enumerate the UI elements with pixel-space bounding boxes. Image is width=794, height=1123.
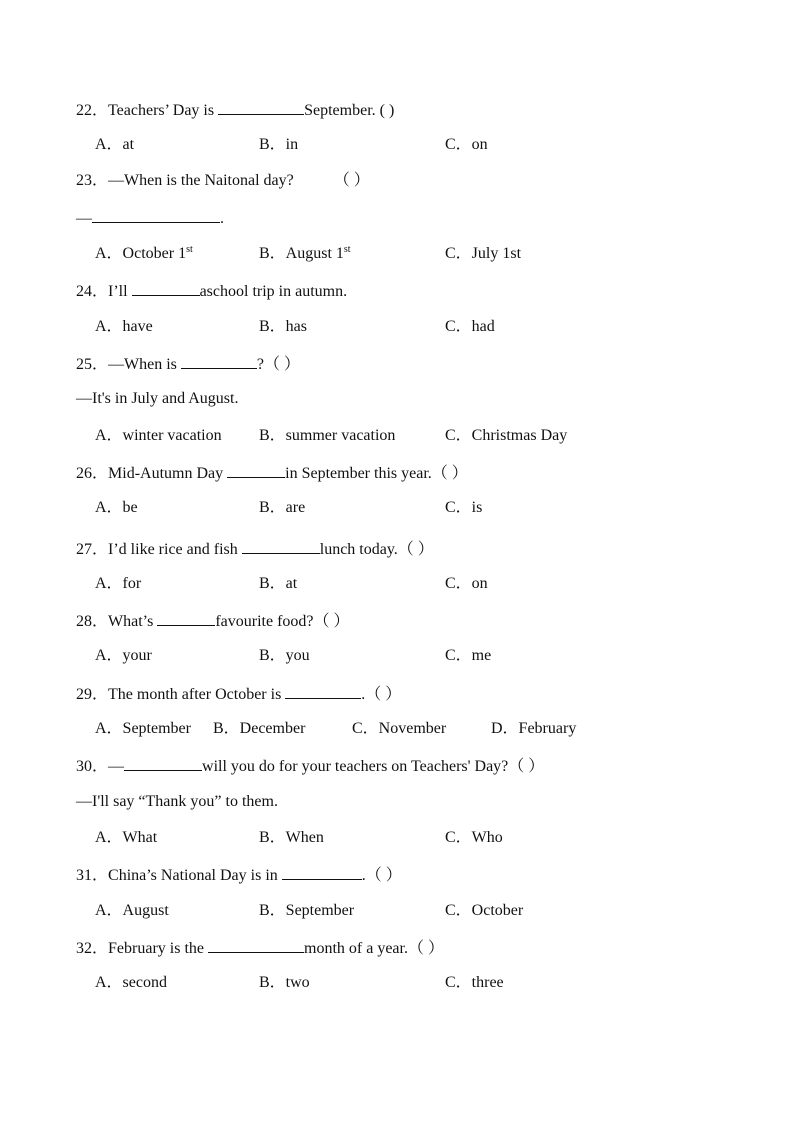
option-b[interactable]: B．two: [259, 974, 310, 991]
answer-blank[interactable]: [227, 462, 285, 478]
question-text: The month after October is: [108, 686, 286, 703]
question-24: [76, 280, 347, 302]
question-text: ?（ ）: [256, 356, 300, 373]
option-a[interactable]: [95, 244, 193, 264]
question-text: aschool trip in autumn.: [199, 283, 348, 300]
option-d[interactable]: D．February: [491, 720, 577, 737]
option-b[interactable]: B．has: [259, 318, 308, 335]
dialogue-dash: —: [108, 758, 125, 775]
option-b[interactable]: B．summer vacation: [259, 427, 396, 444]
option-b[interactable]: B．at: [259, 575, 298, 592]
question-32: [76, 937, 444, 959]
dialogue-dash: —: [76, 210, 92, 227]
question-29: [76, 683, 401, 705]
question-31: [76, 864, 402, 886]
option-c[interactable]: C．November: [352, 720, 447, 737]
answer-blank[interactable]: [218, 99, 304, 115]
option-c[interactable]: C．Christmas Day: [445, 427, 568, 444]
answer-blank[interactable]: [132, 280, 200, 296]
question-number: 30．: [76, 758, 109, 775]
question-text: I’ll: [108, 283, 132, 300]
answer-line-25: —It's in July and August.: [76, 390, 239, 407]
answer-blank[interactable]: [92, 207, 220, 223]
question-text: in September this year.（ ）: [285, 465, 468, 482]
answer-blank[interactable]: [208, 937, 304, 953]
question-number: 26．: [76, 465, 109, 482]
question-number: 24．: [76, 283, 109, 300]
option-c[interactable]: C．October: [445, 902, 524, 919]
option-text: B．August 1: [259, 245, 344, 262]
question-text: I’d like rice and fish: [108, 541, 242, 558]
option-c[interactable]: C．on: [445, 575, 488, 592]
question-26: [76, 462, 468, 484]
option-c[interactable]: C．had: [445, 318, 495, 335]
question-text: .（ ）: [361, 686, 402, 703]
option-c[interactable]: C．July 1st: [445, 245, 522, 262]
question-number: 32．: [76, 940, 109, 957]
option-a[interactable]: A．winter vacation: [95, 427, 222, 444]
option-text: A．October 1: [95, 245, 187, 262]
question-text: —When is: [108, 356, 181, 373]
question-text: China’s National Day is in: [108, 867, 282, 884]
period: .: [220, 210, 224, 227]
question-text: Mid-Autumn Day: [108, 465, 228, 482]
question-number: 28．: [76, 613, 109, 630]
option-a[interactable]: A．second: [95, 974, 167, 991]
option-a[interactable]: A．for: [95, 575, 142, 592]
question-number: 29．: [76, 686, 109, 703]
answer-blank[interactable]: [282, 864, 362, 880]
question-30: [76, 755, 544, 777]
option-c[interactable]: C．is: [445, 499, 483, 516]
option-b[interactable]: B．are: [259, 499, 306, 516]
answer-blank[interactable]: [181, 353, 257, 369]
superscript: st: [343, 244, 351, 255]
question-text: lunch today.（ ）: [319, 541, 434, 558]
question-number: 23．: [76, 172, 109, 189]
question-22: [76, 99, 394, 121]
question-number: 25．: [76, 356, 109, 373]
option-b[interactable]: B．September: [259, 902, 355, 919]
question-text: —When is the Naitonal day?: [108, 172, 294, 189]
option-c[interactable]: C．Who: [445, 829, 503, 846]
answer-blank[interactable]: [285, 683, 361, 699]
option-a[interactable]: A．What: [95, 829, 158, 846]
answer-blank[interactable]: [124, 755, 202, 771]
answer-bracket[interactable]: （ ）: [333, 172, 370, 189]
option-b[interactable]: B．December: [213, 720, 306, 737]
question-text: will you do for your teachers on Teachers' Day?（ ）: [202, 758, 545, 775]
superscript: st: [186, 244, 193, 255]
option-c[interactable]: C．me: [445, 647, 492, 664]
option-b[interactable]: B．in: [259, 136, 299, 153]
question-text: September.: [304, 102, 376, 119]
option-c[interactable]: C．three: [445, 974, 504, 991]
question-text: Teachers’ Day is: [108, 102, 219, 119]
question-28: [76, 610, 350, 632]
question-number: 31．: [76, 867, 109, 884]
answer-line-30: —I'll say “Thank you” to them.: [76, 793, 278, 810]
question-text: February is the: [108, 940, 208, 957]
answer-line-23: [76, 207, 224, 229]
answer-blank[interactable]: [242, 538, 320, 554]
question-23: [76, 171, 370, 191]
option-a[interactable]: A．have: [95, 318, 153, 335]
option-a[interactable]: A．your: [95, 647, 152, 664]
option-b[interactable]: B．you: [259, 647, 310, 664]
question-number: 27．: [76, 541, 109, 558]
question-text: .（ ）: [361, 867, 402, 884]
option-b[interactable]: [259, 244, 351, 264]
question-text: What’s: [108, 613, 158, 630]
option-b[interactable]: B．When: [259, 829, 324, 846]
question-number: 22．: [76, 102, 109, 119]
option-a[interactable]: A．September: [95, 720, 191, 737]
question-text: month of a year.（ ）: [304, 940, 444, 957]
question-27: [76, 538, 434, 560]
option-c[interactable]: C．on: [445, 136, 488, 153]
option-a[interactable]: A．August: [95, 902, 169, 919]
question-25: [76, 353, 300, 375]
option-a[interactable]: A．be: [95, 499, 138, 516]
option-a[interactable]: A．at: [95, 136, 135, 153]
answer-bracket[interactable]: ( ): [379, 102, 395, 119]
answer-blank[interactable]: [157, 610, 215, 626]
question-text: favourite food?（ ）: [215, 613, 350, 630]
